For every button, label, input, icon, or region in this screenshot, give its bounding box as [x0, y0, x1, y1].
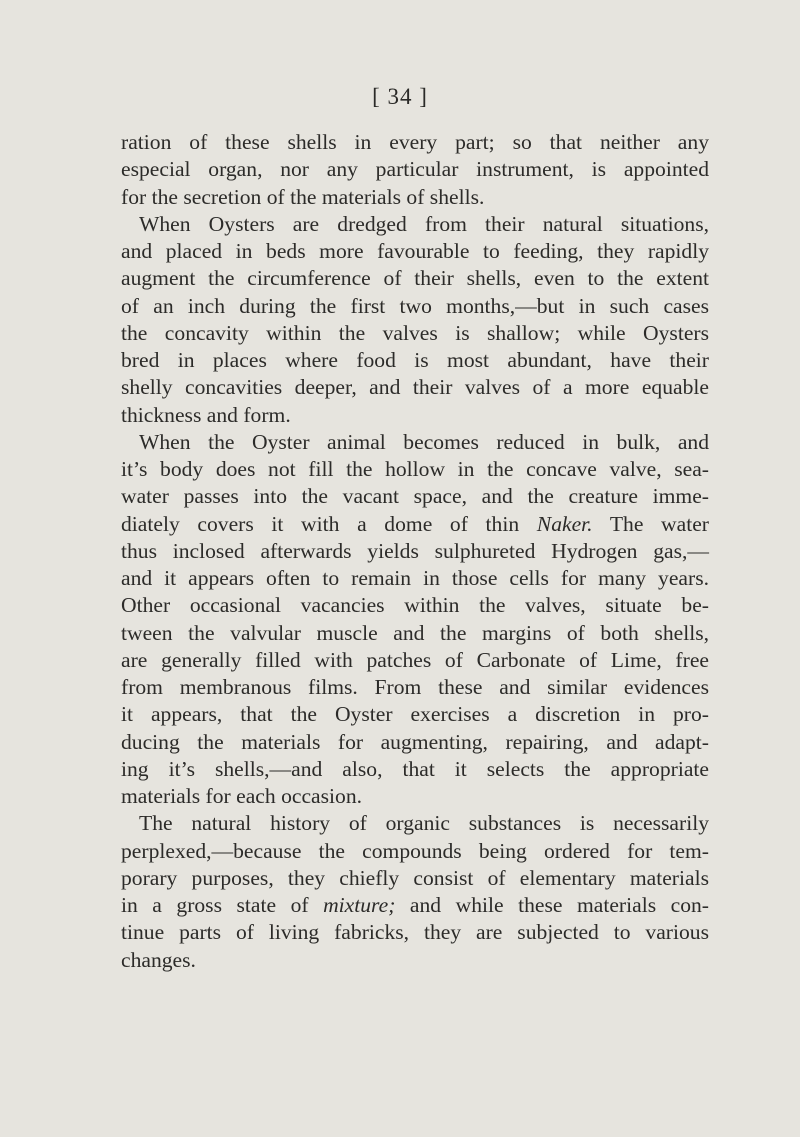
text-line: changes. [121, 947, 196, 972]
paragraph-3 [121, 429, 709, 811]
text-line: especial organ, nor any particular instrument, is appointed [121, 157, 709, 182]
text-line: ration of these shells in every part; so that neither any [121, 130, 709, 154]
text-line: water passes into the vacant space, and the creature imme- [121, 484, 709, 509]
text-line-with-italic [121, 892, 709, 919]
text-line: augment the circumference of their shells, even to the extent [121, 266, 709, 291]
text-line: thus inclosed afterwards yields sulphureted Hydrogen gas,— [121, 538, 709, 563]
text-line: shelly concavities deeper, and their valves of a more equable [121, 375, 709, 400]
text-line: are generally filled with patches of Carbonate of Lime, free [121, 647, 709, 672]
text-line-with-italic [121, 511, 709, 538]
paragraph-1 [121, 129, 709, 211]
text-line: for the secretion of the materials of shells. [121, 184, 485, 209]
text-line: When the Oyster animal becomes reduced in bulk, and [139, 429, 709, 454]
text-line: the concavity within the valves is shallow; while Oysters [121, 320, 709, 345]
text-line: tinue parts of living fabricks, they are subjected to various [121, 920, 709, 945]
italic-word: Naker. [536, 511, 593, 536]
text-line: and it appears often to remain in those cells for many years. [121, 566, 709, 590]
text-line: perplexed,—because the compounds being ordered for tem- [121, 838, 709, 863]
text-line: When Oysters are dredged from their natural situations, [139, 211, 709, 236]
paragraph-4 [121, 810, 709, 974]
page-number: [ 34 ] [372, 84, 428, 109]
text-line: porary purposes, they chiefly consist of elementary materials [121, 865, 709, 890]
text-line: of an inch during the first two months,—but in such cases [121, 293, 709, 318]
italic-word: mixture; [323, 893, 396, 917]
text-line: bred in places where food is most abundant, have their [121, 348, 709, 372]
text-line: and placed in beds more favourable to feeding, they rapidly [121, 239, 709, 263]
text-line: thickness and form. [121, 402, 291, 427]
text-segment: in a gross state of [121, 893, 324, 917]
paragraph-2 [121, 211, 709, 429]
text-line: from membranous films. From these and similar evidences [121, 675, 709, 699]
text-line: it’s body does not fill the hollow in the concave valve, sea- [121, 457, 709, 481]
text-line: ducing the materials for augmenting, repairing, and adapt- [121, 729, 709, 754]
text-line: materials for each occasion. [121, 784, 363, 808]
text-line: Other occasional vacancies within the valves, situate be- [121, 593, 709, 618]
text-line: it appears, that the Oyster exercises a discretion in pro- [121, 702, 709, 727]
body-text [121, 129, 709, 974]
text-segment: The water [592, 511, 709, 536]
text-line: ing it’s shells,—and also, that it selects the appropriate [121, 756, 709, 781]
text-line: The natural history of organic substances is necessarily [139, 811, 709, 836]
text-segment: and while these materials con- [395, 893, 709, 917]
text-line: tween the valvular muscle and the margins of both shells, [121, 620, 709, 645]
text-segment: diately covers it with a dome of thin [121, 511, 537, 536]
